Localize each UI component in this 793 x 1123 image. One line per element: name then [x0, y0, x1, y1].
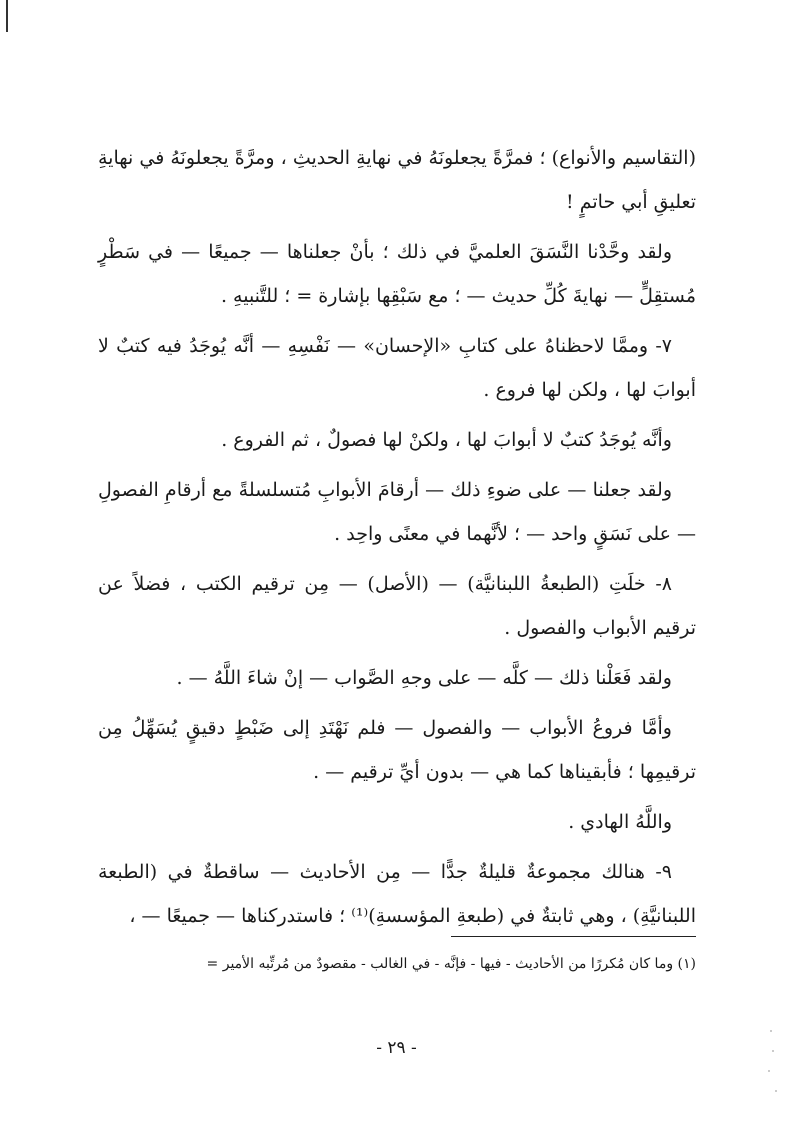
scan-speckle: [772, 1050, 774, 1052]
scan-speckle: [768, 1070, 770, 1072]
paragraph-5: ولقد جعلنا — على ضوءِ ذلك — أرقامَ الأبوابِ مُتسلسلةً مع أرقامِ الفصولِ — على نَسَقٍ واحد — ؛ لأنَّهما في معنًى واحِد .: [98, 479, 696, 545]
footnote-separator: [451, 936, 696, 937]
paragraph-10: ٩- هنالك مجموعةٌ قليلةٌ جدًّا — مِن الأحاديث — ساقطةٌ في (الطبعة اللبنانيَّةِ) ، وهي ثابتةٌ في (طبعةِ المؤسسةِ)⁽¹⁾ ؛ فاستدركناها — جميعًا — ،: [98, 861, 696, 927]
footnote: (١) وما كان مُكررًا من الأحاديث - فيها - فإنَّه - في الغالب - مقصودٌ من مُرتِّبه الأمير =: [206, 956, 696, 972]
paragraph-9: واللَّهُ الهادي .: [568, 811, 672, 833]
paragraph-7: ولقد فَعَلْنا ذلك — كلَّه — على وجهِ الصَّواب — إنْ شاءَ اللَّهُ — .: [176, 667, 672, 689]
paragraph-4: وأنَّه يُوجَدُ كتبٌ لا أبوابَ لها ، ولكنْ لها فصولٌ ، ثم الفروع .: [221, 429, 672, 451]
page-number: - ٢٩ -: [376, 1038, 417, 1058]
page-edge-mark: [6, 0, 8, 32]
paragraph-1: (التقاسيم والأنواع) ؛ فمرَّةً يجعلونَهُ في نهايةِ الحديثِ ، ومرَّةً يجعلونَهُ في نهايةِ تعليقِ أبي حاتمٍ !: [98, 147, 696, 213]
scan-speckle: [775, 1090, 777, 1092]
paragraph-2: ولقد وحَّدْنا النَّسَقَ العلميَّ في ذلك ؛ بأنْ جعلناها — جميعًا — في سَطْرٍ مُستقِلٍّ — نهايةَ كُلِّ حديث — ؛ مع سَبْقِها بإشارة = ؛ للتَّنبيهِ .: [98, 241, 696, 307]
page-body: [98, 136, 696, 944]
paragraph-6: ٨- خلَتِ (الطبعةُ اللبنانيَّة) — (الأصل) — مِن ترقيم الكتب ، فضلاً عن ترقيم الأبواب والفصول .: [98, 573, 696, 639]
paragraph-8: وأمَّا فروعُ الأبواب — والفصول — فلم نَهْتَدِ إلى ضَبْطٍ دقيقٍ يُسَهِّلُ مِن ترقيمِها ؛ فأبقيناها كما هي — بدون أيِّ ترقيم — .: [98, 717, 696, 783]
paragraph-3: ٧- وممَّا لاحظناهُ على كتابِ «الإحسان» — نَفْسِهِ — أنَّه يُوجَدُ فيه كتبٌ لا أبوابَ لها ، ولكن لها فروع .: [98, 335, 696, 401]
scan-speckle: [770, 1030, 772, 1032]
